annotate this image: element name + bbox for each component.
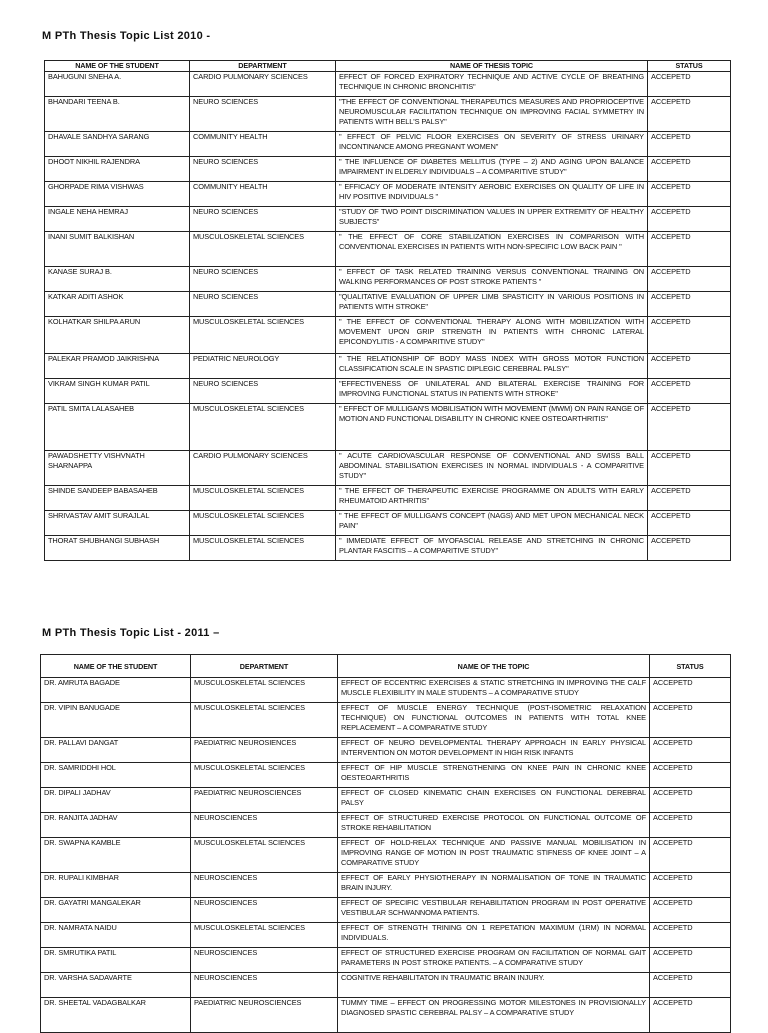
department-cell: MUSCULOSKELETAL SCIENCES <box>191 923 338 948</box>
table-row <box>41 703 731 738</box>
department-cell: MUSCULOSKELETAL SCIENCES <box>190 317 336 354</box>
thesis-table-2010 <box>44 60 731 561</box>
section-2010-title: M PTh Thesis Topic List 2010 - <box>42 30 211 42</box>
table-row <box>45 232 731 267</box>
topic-cell: " THE EFFECT OF THERAPEUTIC EXERCISE PROGRAMME ON ADULTS WITH EARLY RHEUMATOID ARTHRITIS" <box>336 486 648 511</box>
topic-cell: " ACUTE CARDIOVASCULAR RESPONSE OF CONVENTIONAL AND SWISS BALL ABDOMINAL STABILISATION EXERCISES IN NORMAL INDIVIDUALS - A COMPARITIVE STUDY" <box>336 451 648 486</box>
department-cell: COMMUNITY HEALTH <box>190 182 336 207</box>
status-cell: ACCEPETD <box>648 157 731 182</box>
department-cell: NEURO SCIENCES <box>190 292 336 317</box>
student-name-cell: PAWADSHETTY VISHVNATH SHARNAPPA <box>45 451 190 486</box>
student-name-cell: THORAT SHUBHANGI SUBHASH <box>45 536 190 561</box>
table-row <box>41 763 731 788</box>
topic-cell: " THE INFLUENCE OF DIABETES MELLITUS (TYPE – 2) AND AGING UPON BALANCE IMPAIRMENT IN ELDERLY INDIVIDUALS – A COMPARITIVE STUDY" <box>336 157 648 182</box>
table-row <box>41 898 731 923</box>
department-cell: CARDIO PULMONARY SCIENCES <box>190 451 336 486</box>
table-row <box>45 511 731 536</box>
topic-cell: EFFECT OF CLOSED KINEMATIC CHAIN EXERCISES ON FUNCTIONAL DEREBRAL PALSY <box>338 788 650 813</box>
student-name-cell: DR. VARSHA SADAVARTE <box>41 973 191 998</box>
department-cell: PAEDIATRIC NEUROSCIENCES <box>191 998 338 1033</box>
table-row <box>45 354 731 379</box>
topic-cell: EFFECT OF HIP MUSCLE STRENGTHENING ON KNEE PAIN IN CHRONIC KNEE OESTEOARTHRITIS <box>338 763 650 788</box>
student-name-cell: SHINDE SANDEEP BABASAHEB <box>45 486 190 511</box>
student-name-cell: INGALE NEHA HEMRAJ <box>45 207 190 232</box>
topic-cell: COGNITIVE REHABILITATON IN TRAUMATIC BRAIN INJURY. <box>338 973 650 998</box>
table-row <box>45 317 731 354</box>
student-name-cell: INANI SUMIT BALKISHAN <box>45 232 190 267</box>
department-cell: NEUROSCIENCES <box>191 813 338 838</box>
department-cell: NEURO SCIENCES <box>190 379 336 404</box>
department-cell: MUSCULOSKELETAL SCIENCES <box>190 536 336 561</box>
status-cell: ACCEPETD <box>648 207 731 232</box>
table-row <box>45 132 731 157</box>
department-cell: PAEDIATRIC NEUROSCIENCES <box>191 788 338 813</box>
student-name-cell: DR. SMRUTIKA PATIL <box>41 948 191 973</box>
topic-cell: " EFFECT OF MULLIGAN'S MOBILISATION WITH MOVEMENT (MWM) ON PAIN RANGE OF MOTION AND FUNCTIONAL DISABILITY IN CHRONIC KNEE OSTEOARTHRITIS" <box>336 404 648 451</box>
table-row <box>45 451 731 486</box>
student-name-cell: KANASE SURAJ B. <box>45 267 190 292</box>
department-cell: COMMUNITY HEALTH <box>190 132 336 157</box>
department-cell: NEUROSCIENCES <box>191 973 338 998</box>
topic-cell: EFFECT OF EARLY PHYSIOTHERAPY IN NORMALISATION OF TONE IN TRAUMATIC BRAIN INJURY. <box>338 873 650 898</box>
status-cell: ACCEPETD <box>648 486 731 511</box>
student-name-cell: DR. VIPIN BANUGADE <box>41 703 191 738</box>
department-cell: CARDIO PULMONARY SCIENCES <box>190 72 336 97</box>
department-cell: PAEDIATRIC NEUROSIENCES <box>191 738 338 763</box>
column-header-topic: NAME OF THE TOPIC <box>338 655 650 678</box>
status-cell: ACCEPETD <box>648 354 731 379</box>
student-name-cell: DR. NAMRATA NAIDU <box>41 923 191 948</box>
status-cell: ACCEPETD <box>650 838 731 873</box>
column-header-name: NAME OF THE STUDENT <box>41 655 191 678</box>
student-name-cell: PALEKAR PRAMOD JAIKRISHNA <box>45 354 190 379</box>
topic-cell: "EFFECTIVENESS OF UNILATERAL AND BILATERAL EXERCISE TRAINING FOR IMPROVING FUNCTIONAL STATUS IN PATIENTS WITH STROKE" <box>336 379 648 404</box>
topic-cell: " THE EFFECT OF MULLIGAN'S CONCEPT (NAGS) AND MET UPON MECHANICAL NECK PAIN" <box>336 511 648 536</box>
student-name-cell: DR. SAMRIDDHI HOL <box>41 763 191 788</box>
status-cell: ACCEPETD <box>648 232 731 267</box>
table-row <box>45 182 731 207</box>
department-cell: MUSCULOSKELETAL SCIENCES <box>191 838 338 873</box>
status-cell: ACCEPETD <box>648 132 731 157</box>
department-cell: NEURO SCIENCES <box>190 157 336 182</box>
student-name-cell: SHRIVASTAV AMIT SURAJLAL <box>45 511 190 536</box>
status-cell: ACCEPETD <box>648 97 731 132</box>
department-cell: NEUROSCIENCES <box>191 873 338 898</box>
student-name-cell: DR. SWAPNA KAMBLE <box>41 838 191 873</box>
student-name-cell: DHAVALE SANDHYA SARANG <box>45 132 190 157</box>
table-row <box>41 873 731 898</box>
table-row <box>41 973 731 998</box>
department-cell: NEUROSCIENCES <box>191 898 338 923</box>
department-cell: NEURO SCIENCES <box>190 207 336 232</box>
table-row <box>45 157 731 182</box>
table-row <box>45 379 731 404</box>
department-cell: PEDIATRIC NEUROLOGY <box>190 354 336 379</box>
student-name-cell: DHOOT NIKHIL RAJENDRA <box>45 157 190 182</box>
student-name-cell: DR. SHEETAL VADAGBALKAR <box>41 998 191 1033</box>
status-cell: ACCEPETD <box>650 948 731 973</box>
topic-cell: EFFECT OF STRENGTH TRINING ON 1 REPETATION MAXIMUM (1RM) IN NORMAL INDIVIDUALS. <box>338 923 650 948</box>
table-row <box>45 292 731 317</box>
status-cell: ACCEPETD <box>648 182 731 207</box>
column-header-name: NAME OF THE STUDENT <box>45 61 190 72</box>
department-cell: MUSCULOSKELETAL SCIENCES <box>191 763 338 788</box>
column-header-status: STATUS <box>650 655 731 678</box>
table-header-row <box>45 61 731 72</box>
student-name-cell: DR. RUPALI KIMBHAR <box>41 873 191 898</box>
department-cell: MUSCULOSKELETAL SCIENCES <box>191 678 338 703</box>
table-row <box>41 838 731 873</box>
status-cell: ACCEPETD <box>650 738 731 763</box>
topic-cell: " EFFECT OF PELVIC FLOOR EXERCISES ON SEVERITY OF STRESS URINARY INCONTINANCE AMONG PREGNANT WOMEN" <box>336 132 648 157</box>
status-cell: ACCEPETD <box>650 678 731 703</box>
topic-cell: EFFECT OF FORCED EXPIRATORY TECHNIQUE AND ACTIVE CYCLE OF BREATHING TECHNIQUE IN CHRONIC BRONCHITIS" <box>336 72 648 97</box>
status-cell: ACCEPETD <box>650 923 731 948</box>
department-cell: NEURO SCIENCES <box>190 97 336 132</box>
table-row <box>45 207 731 232</box>
table-row <box>41 948 731 973</box>
status-cell: ACCEPETD <box>650 703 731 738</box>
topic-cell: EFFECT OF STRUCTURED EXERCISE PROGRAM ON FACILITATION OF NORMAL GAIT PARAMETERS IN POST STROKE PATIENTS. – A COMPARATIVE STUDY <box>338 948 650 973</box>
table-header-row <box>41 655 731 678</box>
table-row <box>41 998 731 1033</box>
student-name-cell: DR. PALLAVI DANGAT <box>41 738 191 763</box>
topic-cell: EFFECT OF SPECIFIC VESTIBULAR REHABILITATION PROGRAM IN POST OPERATIVE VESTIBULAR SCHWANNOMA PATIENTS. <box>338 898 650 923</box>
student-name-cell: KATKAR ADITI ASHOK <box>45 292 190 317</box>
status-cell: ACCEPETD <box>648 292 731 317</box>
topic-cell: TUMMY TIME – EFFECT ON PROGRESSING MOTOR MILESTONES IN PROVISIONALLY DIAGNOSED SPASTIC CEREBRAL PALSY – A COMPARATIVE STUDY <box>338 998 650 1033</box>
table-row <box>45 536 731 561</box>
table-row <box>45 486 731 511</box>
student-name-cell: GHORPADE RIMA VISHWAS <box>45 182 190 207</box>
status-cell: ACCEPETD <box>648 379 731 404</box>
column-header-department: DEPARTMENT <box>190 61 336 72</box>
student-name-cell: VIKRAM SINGH KUMAR PATIL <box>45 379 190 404</box>
status-cell: ACCEPETD <box>648 511 731 536</box>
status-cell: ACCEPETD <box>650 788 731 813</box>
department-cell: MUSCULOSKELETAL SCIENCES <box>190 486 336 511</box>
table-row <box>41 678 731 703</box>
status-cell: ACCEPETD <box>648 536 731 561</box>
status-cell: ACCEPETD <box>650 873 731 898</box>
table-row <box>45 404 731 451</box>
topic-cell: EFFECT OF ECCENTRIC EXERCISES & STATIC STRETCHING IN IMPROVING THE CALF MUSCLE FLEXIBILITY IN MALE STUDENTS – A COMPARATIVE STUDY <box>338 678 650 703</box>
department-cell: MUSCULOSKELETAL SCIENCES <box>191 703 338 738</box>
table-row <box>41 788 731 813</box>
column-header-topic: NAME OF THESIS TOPIC <box>336 61 648 72</box>
department-cell: MUSCULOSKELETAL SCIENCES <box>190 232 336 267</box>
topic-cell: EFFECT OF NEURO DEVELOPMENTAL THERAPY APPROACH IN EARLY PHYSICAL INTERVENTION ON MOTOR DEVELOPMENT IN HIGH RISK INFANTS <box>338 738 650 763</box>
department-cell: MUSCULOSKELETAL SCIENCES <box>190 404 336 451</box>
topic-cell: "QUALITATIVE EVALUATION OF UPPER LIMB SPASTICITY IN VARIOUS POSITIONS IN PATIENTS WITH STROKE" <box>336 292 648 317</box>
topic-cell: " THE RELATIONSHIP OF BODY MASS INDEX WITH GROSS MOTOR FUNCTION CLASSIFICATION SCALE IN SPASTIC DIPLEGIC CEREBRAL PALSY" <box>336 354 648 379</box>
student-name-cell: DR. RANJITA JADHAV <box>41 813 191 838</box>
status-cell: ACCEPETD <box>648 267 731 292</box>
status-cell: ACCEPETD <box>650 998 731 1033</box>
status-cell: ACCEPETD <box>648 317 731 354</box>
department-cell: MUSCULOSKELETAL SCIENCES <box>190 511 336 536</box>
topic-cell: " THE EFFECT OF CORE STABILIZATION EXERCISES IN COMPARISON WITH CONVENTIONAL EXERCISES IN PATIENTS WITH NON-SPECIFIC LOW BACK PAIN " <box>336 232 648 267</box>
column-header-department: DEPARTMENT <box>191 655 338 678</box>
table-row <box>45 267 731 292</box>
student-name-cell: BAHUGUNI SNEHA A. <box>45 72 190 97</box>
status-cell: ACCEPETD <box>648 72 731 97</box>
status-cell: ACCEPETD <box>648 451 731 486</box>
section-2011-title: M PTh Thesis Topic List - 2011 – <box>42 627 220 639</box>
topic-cell: " IMMEDIATE EFFECT OF MYOFASCIAL RELEASE AND STRETCHING IN CHRONIC PLANTAR FASCITIS – A COMPARITIVE STUDY" <box>336 536 648 561</box>
thesis-table-2011 <box>40 654 731 1033</box>
table-row <box>41 923 731 948</box>
status-cell: ACCEPETD <box>650 813 731 838</box>
table-row <box>41 813 731 838</box>
table-row <box>45 97 731 132</box>
student-name-cell: DR. GAYATRI MANGALEKAR <box>41 898 191 923</box>
status-cell: ACCEPETD <box>650 898 731 923</box>
student-name-cell: DR. DIPALI JADHAV <box>41 788 191 813</box>
topic-cell: " EFFECT OF TASK RELATED TRAINING VERSUS CONVENTIONAL TRAINING ON WALKING PERFORMANCES OF POST STROKE PATIENTS " <box>336 267 648 292</box>
status-cell: ACCEPETD <box>650 763 731 788</box>
topic-cell: "STUDY OF TWO POINT DISCRIMINATION VALUES IN UPPER EXTREMITY OF HEALTHY SUBJECTS" <box>336 207 648 232</box>
status-cell: ACCEPETD <box>648 404 731 451</box>
department-cell: NEURO SCIENCES <box>190 267 336 292</box>
department-cell: NEUROSCIENCES <box>191 948 338 973</box>
column-header-status: STATUS <box>648 61 731 72</box>
topic-cell: EFFECT OF STRUCTURED EXERCISE PROTOCOL ON FUNCTIONAL OUTCOME OF STROKE REHABILITATION <box>338 813 650 838</box>
topic-cell: "THE EFFECT OF CONVENTIONAL THERAPEUTICS MEASURES AND PROPRIOCEPTIVE NEUROMUSCULAR FACILITATION TECHNIQUE ON IMPROVING FACIAL SYMMETRY IN PATIENTS WITH BELL'S PALSY" <box>336 97 648 132</box>
topic-cell: " THE EFFECT OF CONVENTIONAL THERAPY ALONG WITH MOBILIZATION WITH MOVEMENT UPON GRIP STRENGTH IN PATIENTS WITH CHRONIC LATERAL EPICONDYLITIS - A COMPARITIVE STUDY" <box>336 317 648 354</box>
student-name-cell: KOLHATKAR SHILPA ARUN <box>45 317 190 354</box>
student-name-cell: DR. AMRUTA BAGADE <box>41 678 191 703</box>
student-name-cell: PATIL SMITA LALASAHEB <box>45 404 190 451</box>
topic-cell: " EFFICACY OF MODERATE INTENSITY AEROBIC EXERCISES ON QUALITY OF LIFE IN HIV POSITIVE INDIVIDUALS " <box>336 182 648 207</box>
topic-cell: EFFECT OF MUSCLE ENERGY TECHNIQUE (POST-ISOMETRIC RELAXATION TECHNIQUE) ON FUNCTIONAL OUTCOMES IN PATIENTS WITH TOTAL KNEE REPLACEMENT – A COMPARATIVE STUDY <box>338 703 650 738</box>
student-name-cell: BHANDARI TEENA B. <box>45 97 190 132</box>
topic-cell: EFFECT OF HOLD-RELAX TECHNIQUE AND PASSIVE MANUAL MOBILISATION IN IMPROVING RANGE OF MOTION IN POST TRAUMATIC STIFNESS OF KNEE JOINT – A COMPARATIVE STUDY <box>338 838 650 873</box>
table-row <box>41 738 731 763</box>
status-cell: ACCEPETD <box>650 973 731 998</box>
table-row <box>45 72 731 97</box>
